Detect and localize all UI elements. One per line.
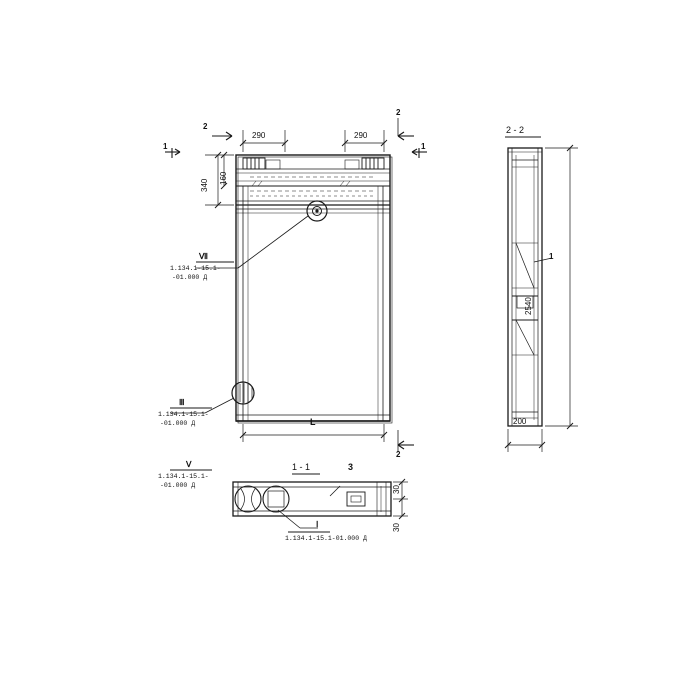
section-marks [165, 118, 427, 452]
detail-mark-V: Ⅴ [186, 460, 192, 469]
dimension-290-left: 290 [252, 131, 266, 140]
detail-circle-VII [196, 201, 327, 268]
detail-note-VII-line1: 1.134.1-15.1- [170, 265, 221, 272]
section-title-1-1: 1 - 1 [292, 462, 311, 472]
dimension-160: 160 [219, 171, 228, 185]
detail-note-I: 1.134.1-15.1-01.000 Д [285, 535, 367, 542]
detail-mark-VII: Ⅶ [199, 252, 208, 261]
section-1-1-view [233, 474, 391, 532]
dimension-2540: 2540 [524, 297, 533, 315]
section-mark-2-top-right: 2 [396, 108, 401, 117]
detail-note-III-line1: 1.134.1-15.1- [158, 411, 209, 418]
detail-note-V-line2: -01.000 Д [160, 482, 196, 489]
section-mark-2-bottom-right: 2 [396, 450, 401, 459]
detail-note-III-line2: -01.000 Д [160, 420, 196, 427]
main-elevation-outline [236, 155, 392, 423]
dimension-290-right: 290 [354, 131, 368, 140]
dimension-340: 340 [200, 178, 209, 192]
dimension-30-top: 30 [392, 485, 401, 494]
dimension-L: L [310, 417, 316, 427]
section-title-2-2: 2 - 2 [506, 125, 525, 135]
section-mark-1-right: 1 [421, 142, 426, 151]
detail-mark-I: Ⅰ [316, 520, 319, 529]
part-label-1: 1 [549, 252, 554, 261]
dimension-200: 200 [513, 417, 527, 426]
section-2-2-view [508, 148, 552, 426]
section-mark-2-top-left: 2 [203, 122, 208, 131]
section-mark-1-left: 1 [163, 142, 168, 151]
detail-note-V-line1: 1.134.1-15.1- [158, 473, 209, 480]
detail-note-VII-line2: -01.000 Д [172, 274, 208, 281]
part-label-3: 3 [348, 462, 354, 472]
dimension-30-bottom: 30 [392, 523, 401, 532]
detail-mark-III: Ⅲ [179, 398, 185, 407]
